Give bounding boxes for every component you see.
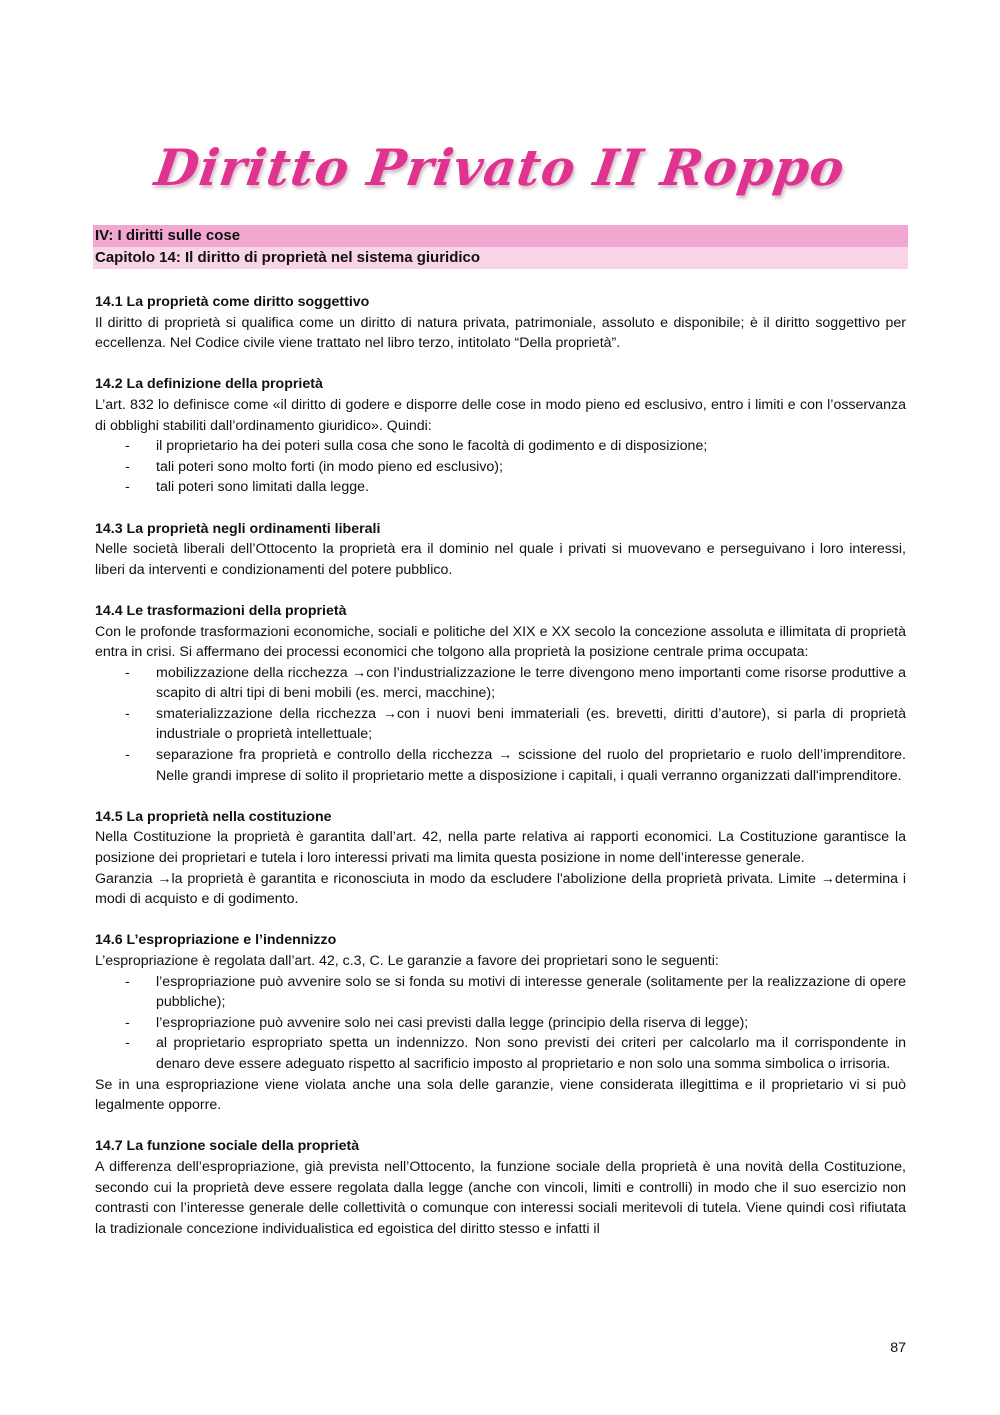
list-item — [95, 745, 906, 786]
section-14-6 — [95, 930, 906, 1115]
list-item-text: l’espropriazione può avvenire solo nei casi previsti dalla legge (principio della riserva di legge); — [156, 1014, 749, 1031]
bullet-marker: - — [125, 747, 130, 764]
list-item — [95, 457, 906, 478]
section-heading: 14.2 La definizione della proprietà — [95, 376, 323, 393]
page-title: Diritto Privato II Roppo — [151, 138, 849, 197]
bullet-marker: - — [125, 479, 130, 496]
section-heading: 14.3 La proprietà negli ordinamenti liberali — [95, 520, 381, 537]
list-item — [95, 972, 906, 1013]
section-14-7 — [95, 1136, 906, 1239]
bullet-list — [95, 972, 906, 1075]
list-item-text: smaterializzazione della ricchezza →con i nuovi beni immateriali (es. brevetti, diritti d’autore), si parla di proprietà industriale o proprietà intellettuale; — [156, 705, 906, 743]
bullet-marker: - — [125, 438, 130, 455]
list-item-text: tali poteri sono molto forti (in modo pieno ed esclusivo); — [156, 458, 503, 475]
bullet-marker: - — [125, 1014, 130, 1031]
list-item-text: separazione fra proprietà e controllo della ricchezza → scissione del ruolo del proprietario e ruolo dell’imprenditore. Nelle grandi imprese di solito il proprietario mette a disposizione i capitali, i quali verranno organizzati dall'imprenditore. — [156, 747, 906, 784]
bullet-marker: - — [125, 973, 130, 990]
bullet-list — [95, 663, 906, 787]
section-14-4 — [95, 601, 906, 786]
list-item-text: il proprietario ha dei poteri sulla cosa che sono le facoltà di godimento e di disposizione; — [156, 438, 708, 455]
section-14-1 — [95, 292, 906, 354]
list-item — [95, 704, 906, 745]
paragraph: Nella Costituzione la proprietà è garantita dall’art. 42, nella parte relativa ai rapporti economici. La Costituzione garantisce la posizione dei proprietari e tutela i loro interessi privati ma limita questa posizione in nome dell’interesse generale. — [95, 829, 906, 867]
section-heading: 14.5 La proprietà nella costituzione — [95, 808, 332, 825]
section-14-5 — [95, 807, 906, 910]
part-heading: IV: I diritti sulle cose — [93, 225, 908, 247]
list-item — [95, 663, 906, 704]
section-heading: 14.6 L’espropriazione e l’indennizzo — [95, 932, 337, 949]
bullet-list — [95, 436, 906, 498]
section-heading: 14.4 Le trasformazioni della proprietà — [95, 602, 347, 619]
paragraph: L’art. 832 lo definisce come «il diritto di godere e disporre delle cose in modo pieno ed esclusivo, entro i limiti e con l’osservanza di obblighi stabiliti dall’ordinamento giuridico». Quindi: — [95, 396, 906, 434]
list-item — [95, 436, 906, 457]
list-item-text: al proprietario espropriato spetta un indennizzo. Non sono previsti dei criteri per calcolarlo ma il corrispondente in denaro deve essere adeguato rispetto al sacrificio imposto al proprietario e non solo una somma simbolica o irrisoria. — [156, 1035, 906, 1072]
bullet-marker: - — [125, 705, 130, 722]
paragraph: A differenza dell’espropriazione, già prevista nell’Ottocento, la funzione sociale della proprietà è una novità della Costituzione, secondo cui la proprietà deve essere regolata dalla legge (anche con vincoli, limiti e controlli) in modo che il suo esercizio non contrasti con l’interesse generale delle collettività o comunque con interessi sociali meritevoli di tutela. Viene quindi così rifiutata la tradizionale concezione individualistica ed egoistica del diritto stesso e infatti il — [95, 1158, 906, 1237]
section-heading: 14.7 La funzione sociale della proprietà — [95, 1138, 360, 1155]
paragraph: Con le profonde trasformazioni economiche, sociali e politiche del XIX e XX secolo la concezione assoluta e illimitata di proprietà entra in crisi. Si affermano dei processi economici che tolgono alla proprietà la posizione centrale prima occupata: — [95, 623, 906, 661]
list-item-text: l’espropriazione può avvenire solo se si fonda su motivi di interesse generale (solitamente per la realizzazione di opere pubbliche); — [156, 973, 906, 1011]
list-item-text: tali poteri sono limitati dalla legge. — [156, 479, 369, 496]
paragraph: L’espropriazione è regolata dall’art. 42, c.3, C. Le garanzie a favore dei proprietari sono le seguenti: — [95, 953, 719, 969]
document-body — [95, 292, 906, 1260]
bullet-marker: - — [125, 1035, 130, 1052]
page-number: 87 — [890, 1340, 906, 1356]
paragraph: Garanzia →la proprietà è garantita e riconosciuta in modo da escludere l'abolizione della proprietà privata. Limite →determina i modi di acquisto e di godimento. — [95, 870, 906, 908]
paragraph: Se in una espropriazione viene violata anche una sola delle garanzie, viene considerata illegittima e il proprietario vi si può legalmente opporre. — [95, 1076, 906, 1114]
bullet-marker: - — [125, 664, 130, 681]
list-item — [95, 1033, 906, 1074]
list-item — [95, 1013, 906, 1034]
section-heading: 14.1 La proprietà come diritto soggettivo — [95, 294, 370, 310]
list-item — [95, 477, 906, 498]
paragraph: Nelle società liberali dell’Ottocento la proprietà era il dominio nel quale i privati si muovevano e perseguivano i loro interessi, liberi da interventi e condizionamenti del potere pubblico. — [95, 541, 906, 578]
section-14-3 — [95, 519, 906, 581]
paragraph: Il diritto di proprietà si qualifica come un diritto di natura privata, patrimoniale, assoluto e disponibile; è il diritto soggettivo per eccellenza. Nel Codice civile viene trattato nel libro terzo, intitolato “Della proprietà”. — [95, 314, 906, 352]
section-14-2 — [95, 374, 906, 498]
chapter-heading: Capitolo 14: Il diritto di proprietà nel sistema giuridico — [93, 247, 908, 269]
list-item-text: mobilizzazione della ricchezza →con l’industrializzazione le terre divengono meno importanti come risorse produttive a scapito di altri tipi di beni mobili (es. merci, macchine); — [156, 664, 906, 702]
bullet-marker: - — [125, 458, 130, 475]
